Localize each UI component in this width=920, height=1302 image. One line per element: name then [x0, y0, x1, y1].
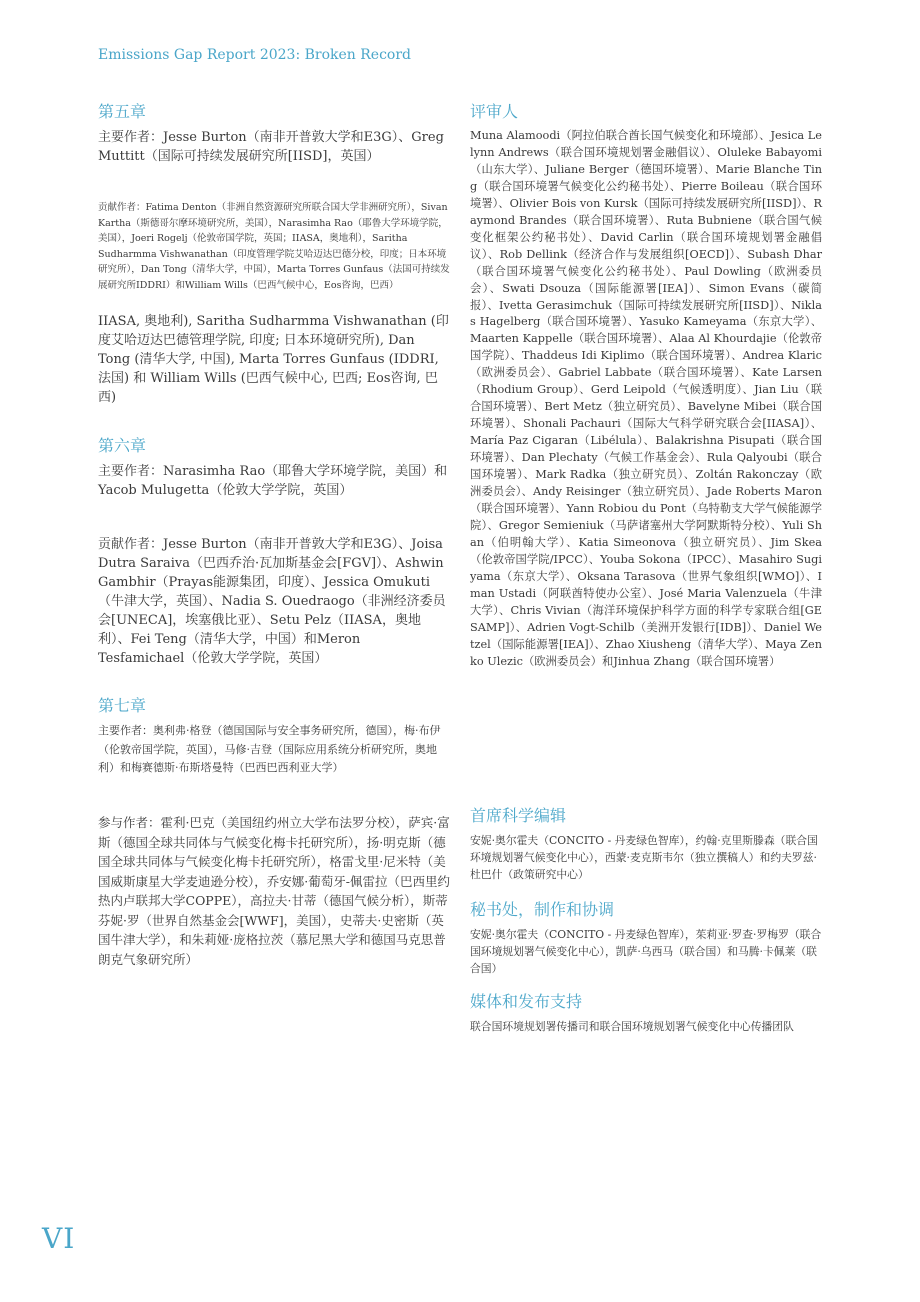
secretariat-heading: 秘书处，制作和协调 [470, 900, 615, 919]
chapter-6-contributors [98, 535, 450, 668]
chief-editors-text: 安妮·奥尔霍夫（CONCITO - 丹麦绿色智库），约翰·克里斯滕森（联合国环境规划署气候变化中心），西蒙·麦克斯韦尔（独立撰稿人）和约夫罗兹·杜巴什（政策研究中心） [470, 834, 818, 881]
chapter-6-heading: 第六章 [98, 436, 147, 455]
chapter-7-heading: 第七章 [98, 696, 147, 715]
chief-editors-heading: 首席科学编辑 [470, 806, 567, 825]
chapter-5-contributors-small: 贡献作者：Fatima Denton（非洲自然资源研究所联合国大学非洲研究所），Sivan Kartha（斯德哥尔摩环境研究所，美国），Narasimha Rao（耶鲁大学环境学院，美国），Joeri Rogelj（伦敦帝国学院，英国；IIASA，奥地利），Saritha Sudharmma Vishwanathan（印度管理学院艾哈迈达巴德分校，印度；日本环境研究所），Dan Tong（清华大学，中国），Marta Torres Gunfaus（法国可持续发展研究所IDDRI）和William Wills（巴西气候中心，Eos咨询，巴西） [98, 202, 450, 291]
reviewers-heading: 评审人 [470, 102, 519, 121]
chapter-5-contributors-cont: IIASA, 奥地利), Saritha Sudharmma Vishwanathan (印度艾哈迈达巴德管理学院, 印度; 日本环境研究所), Dan Tong (清华大学, 中国), Marta Torres Gunfaus (IDDRI, 法国) 和 William Wills (巴西气候中心, 巴西; Eos咨询, 巴西) [98, 314, 449, 405]
chapter-6-lead-authors: 主要作者：Narasimha Rao（耶鲁大学环境学院，美国）和Yacob Mulugetta（伦敦大学学院，英国） [98, 464, 448, 498]
chief-editors-section [470, 806, 822, 883]
chapter-5-section [98, 102, 450, 166]
media-section [470, 992, 822, 1035]
secretariat-section [470, 900, 822, 977]
chapter-7-section [98, 696, 450, 778]
report-title: Emissions Gap Report 2023: Broken Record [98, 47, 412, 63]
reviewers-section [470, 102, 822, 671]
page-number: VI [42, 1222, 76, 1255]
chapter-7-lead-authors: 主要作者：奥利弗·格登（德国国际与安全事务研究所，德国），梅·布伊（伦敦帝国学院，英国），马修·吉登（国际应用系统分析研究所，奥地利）和梅赛德斯·布斯塔曼特（巴西巴西利亚大学） [98, 724, 441, 774]
chapter-5-contributors [98, 200, 450, 293]
chapter-5-heading: 第五章 [98, 102, 147, 121]
reviewers-list: Muna Alamoodi（阿拉伯联合酋长国气候变化和环境部）、Jesica Lelynn Andrews（联合国环境规划署金融倡议）、Oluleke Babayomi（山东大学）、Juliane Berger（德国环境署）、Marie Blanche Ting（联合国环境署气候变化公约秘书处）、Pierre Boileau（联合国环境署）、Olivier Bois von Kursk（国际可持续发展研究所[IISD]）、Raymond Brandes（联合国环境署）、Ruta Bubniene（联合国气候变化框架公约秘书处）、David Carlin（联合国环境规划署金融倡议）、Rob Dellink（经济合作与发展组织[OECD]）、Subash Dhar（联合国环境署气候变化公约秘书处）、Paul Dowling（欧洲委员会）、Swati Dsouza（国际能源署[IEA]）、Simon Evans（碳简报）、Ivetta Gerasimchuk（国际可持续发展研究所[IISD]）、Niklas Hagelberg（联合国环境署）、Yasuko Kameyama（东京大学）、Maarten Kappelle（联合国环境署）、Alaa Al Khourdajie（伦敦帝国学院）、Thaddeus Idi Kiplimo（联合国环境署）、Andrea Klaric（欧洲委员会）、Gabriel Labbate（联合国环境署）、Kate Larsen（Rhodium Group）、Gerd Leipold（气候透明度）、Jian Liu（联合国环境署）、Bert Metz（独立研究员）、Bavelyne Mibei（联合国环境署）、Shonali Pachauri（国际大气科学研究联合会[IIASA]）、María Paz Cigaran（Libélula）、Balakrishna Pisupati（联合国环境署）、Dan Plechaty（气候工作基金会）、Rula Qalyoubi（联合国环境署）、Mark Radka（独立研究员）、Zoltán Rakonczay（欧洲委员会）、Andy Reisinger（独立研究员）、Jade Roberts Maron（联合国环境署）、Yann Robiou du Pont（乌特勒支大学气候能源学院）、Gregor Semieniuk（马萨诸塞州大学阿默斯特分校）、Yuli Shan（伯明翰大学）、Katia Simeonova（独立研究员）、Jim Skea（伦敦帝国学院/IPCC）、Youba Sokona（IPCC）、Masahiro Sugiyama（东京大学）、Oksana Tarasova（世界气象组织[WMO]）、Iman Ustadi（阿联酋特使办公室）、José Maria Valenzuela（牛津大学）、Chris Vivian（海洋环境保护科学方面的科学专家联合组[GESAMP]）、Adrien Vogt-Schilb（美洲开发银行[IDB]）、Daniel Wetzel（国际能源署[IEA]）、Zhao Xiusheng（清华大学）、Maya Zenko Ulezic（欧洲委员会）和Jinhua Zhang（联合国环境署） [470, 129, 822, 668]
chapter-6-section [98, 436, 450, 500]
chapter-5-contributors-continued [98, 312, 450, 407]
media-text: 联合国环境规划署传播司和联合国环境规划署气候变化中心传播团队 [470, 1020, 794, 1033]
chapter-7-contributors-text: 参与作者：霍利·巴克（美国纽约州立大学布法罗分校），萨宾·富斯（德国全球共同体与气候变化梅卡托研究所），扬·明克斯（德国全球共同体与气候变化梅卡托研究所），格雷戈里·尼米特（美国威斯康星大学麦迪逊分校），乔安娜·葡萄牙-佩雷拉（巴西里约热内卢联邦大学COPPE），高拉夫·甘蒂（德国气候分析），斯蒂芬妮·罗（世界自然基金会[WWF]，美国），史蒂夫·史密斯（英国牛津大学），和朱莉娅·庞格拉茨（慕尼黑大学和德国马克思普朗克气象研究所） [98, 815, 450, 967]
chapter-5-lead-authors: 主要作者：Jesse Burton（南非开普敦大学和E3G）、Greg Muttitt（国际可持续发展研究所[IISD]，英国） [98, 130, 444, 164]
media-heading: 媒体和发布支持 [470, 992, 583, 1011]
secretariat-text: 安妮·奥尔霍夫（CONCITO - 丹麦绿色智库），茱莉亚·罗查·罗梅罗（联合国环境规划署气候变化中心），凯萨·乌西马（联合国）和马腾·卡佩莱（联合国） [470, 928, 822, 975]
chapter-7-contributors [98, 813, 450, 969]
chapter-6-contributors-text: 贡献作者：Jesse Burton（南非开普敦大学和E3G）、Joisa Dutra Saraiva（巴西乔治·瓦加斯基金会[FGV]）、Ashwin Gambhir（Prayas能源集团，印度）、Jessica Omukuti（牛津大学，英国）、Nadia S. Ouedraogo（非洲经济委员会[UNECA]，埃塞俄比亚）、Setu Pelz（IIASA，奥地利）、Fei Teng（清华大学，中国）和Meron Tesfamichael（伦敦大学学院，英国） [98, 537, 446, 666]
